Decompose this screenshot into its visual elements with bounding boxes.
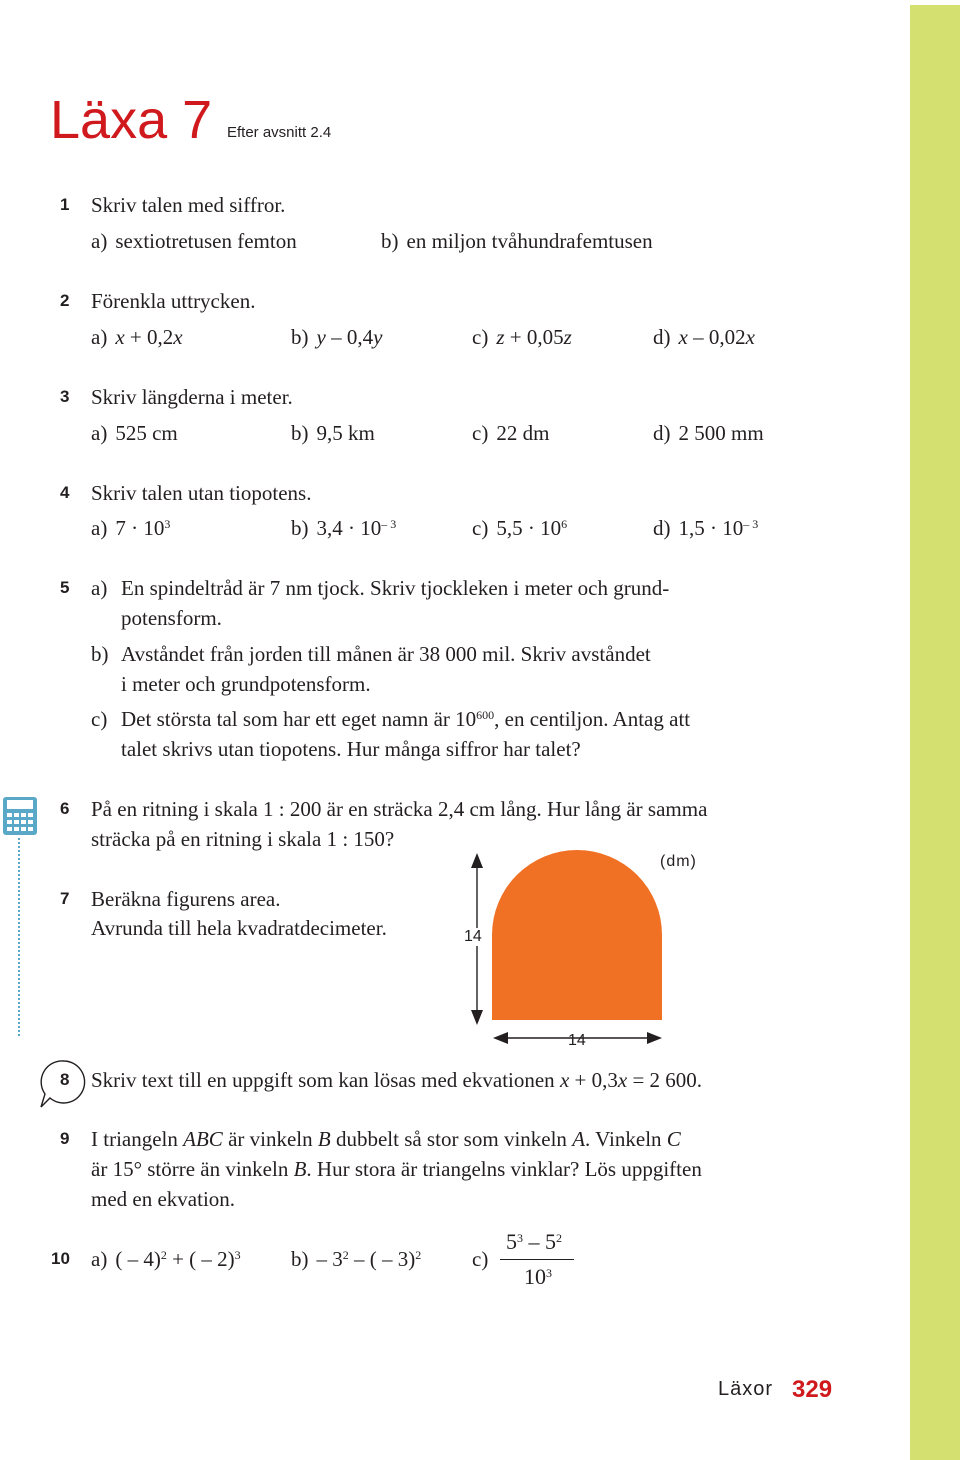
figure-height-label: 14 [464, 928, 482, 945]
subtask-a-line1: En spindeltråd är 7 nm tjock. Skriv tjockleken i meter och grund- [121, 576, 670, 600]
task-text: Förenkla uttrycken. [91, 289, 256, 313]
figure-width-label: 14 [568, 1032, 586, 1049]
subtask-b-line1: Avståndet från jorden till månen är 38 000 mil. Skriv avståndet [121, 642, 651, 666]
subtask-b: $b) - 3^2$ – ( – 3)$^2$ [291, 1247, 422, 1271]
subtask-b: b) $3,4 \cdot 10^{- 3}$ [291, 516, 397, 540]
page-number: 329 [792, 1376, 833, 1403]
subtask-d: d) x – 0,02x [653, 325, 755, 349]
subtask-b: b) 9,5 km [291, 421, 375, 445]
task-number: 4 [60, 483, 70, 502]
task-number: 1 [60, 195, 70, 214]
fraction-denominator: $10^3$ [524, 1264, 552, 1289]
page-subtitle: Efter avsnitt 2.4 [227, 124, 332, 141]
task-text: Skriv text till en uppgift som kan lösas med ekvationen x + 0,3x = 2 600. [91, 1068, 703, 1092]
task-number: 6 [60, 799, 70, 818]
fraction-numerator: $5^3 - 5^2$ [506, 1229, 562, 1254]
subtask-a: a) $7 \cdot 10^3$ [91, 516, 171, 540]
subtask-d: d) 2 500 mm [653, 421, 764, 445]
task-number: 3 [60, 387, 70, 406]
subtask-c-label: c) [91, 707, 108, 731]
subtask-c-label: c) [472, 1247, 489, 1271]
subtask-a-line2: potensform. [121, 606, 222, 630]
task-text-line1: Beräkna figurens area. [91, 887, 281, 911]
page-title: Läxa 7 [50, 90, 213, 150]
task-number: 2 [60, 291, 70, 310]
arch-figure [455, 848, 705, 1053]
task-number: 9 [60, 1129, 70, 1148]
task-number: 10 [51, 1249, 70, 1268]
subtask-b: b) en miljon tvåhundrafemtusen [381, 229, 653, 253]
task-text: Skriv längderna i meter. [91, 385, 293, 409]
side-color-bar [910, 5, 960, 1460]
figure-unit-label: (dm) [660, 853, 697, 870]
task-number: 8 [60, 1070, 70, 1089]
task-text: Skriv talen med siffror. [91, 193, 286, 217]
fraction-bar [500, 1259, 574, 1260]
calculator-icon [2, 796, 38, 841]
task-text: Skriv talen utan tiopotens. [91, 481, 312, 505]
task-number: 5 [60, 578, 70, 597]
subtask-d: d) $1,5 \cdot 10^{- 3}$ [653, 516, 759, 540]
subtask-a: a) x + 0,2x [91, 325, 183, 349]
footer-section-label: Läxor [718, 1378, 774, 1400]
task-text-line1: På en ritning i skala 1 : 200 är en sträcka 2,4 cm lång. Hur lång är samma [91, 797, 708, 821]
task-text-line2: Avrunda till hela kvadratdecimeter. [91, 916, 387, 940]
subtask-c: c) z + 0,05z [472, 325, 572, 349]
subtask-c-line1: Det största tal som har ett eget namn är $10^{600}$, en centiljon. Antag att [121, 707, 691, 731]
subtask-a: a) ( – 4)$^2$ + ( – 2)$^3$ [91, 1247, 241, 1271]
task-number: 7 [60, 889, 70, 908]
arch-shape [492, 850, 662, 1020]
subtask-b-label: b) [91, 642, 109, 666]
subtask-a: a) 525 cm [91, 421, 178, 445]
subtask-c: c) $5,5 \cdot 10^6$ [472, 516, 568, 540]
subtask-b: b) y – 0,4y [291, 325, 383, 349]
task-text-line2: är 15° större än vinkeln B. Hur stora är triangelns vinklar? Lös uppgiften [91, 1157, 702, 1181]
subtask-c-line2: talet skrivs utan tiopotens. Hur många siffror har talet? [121, 737, 581, 761]
subtask-a: a) sextiotretusen femton [91, 229, 297, 253]
subtask-c: c) 22 dm [472, 421, 550, 445]
subtask-a-label: a) [91, 576, 108, 600]
calculator-section-dotted-rule [18, 838, 20, 1036]
subtask-b-line2: i meter och grundpotensform. [121, 672, 371, 696]
task-text-line3: med en ekvation. [91, 1187, 236, 1211]
task-text-line1: I triangeln ABC är vinkeln B dubbelt så stor som vinkeln A. Vinkeln C [91, 1127, 681, 1151]
task-text-line2: sträcka på en ritning i skala 1 : 150? [91, 827, 395, 851]
